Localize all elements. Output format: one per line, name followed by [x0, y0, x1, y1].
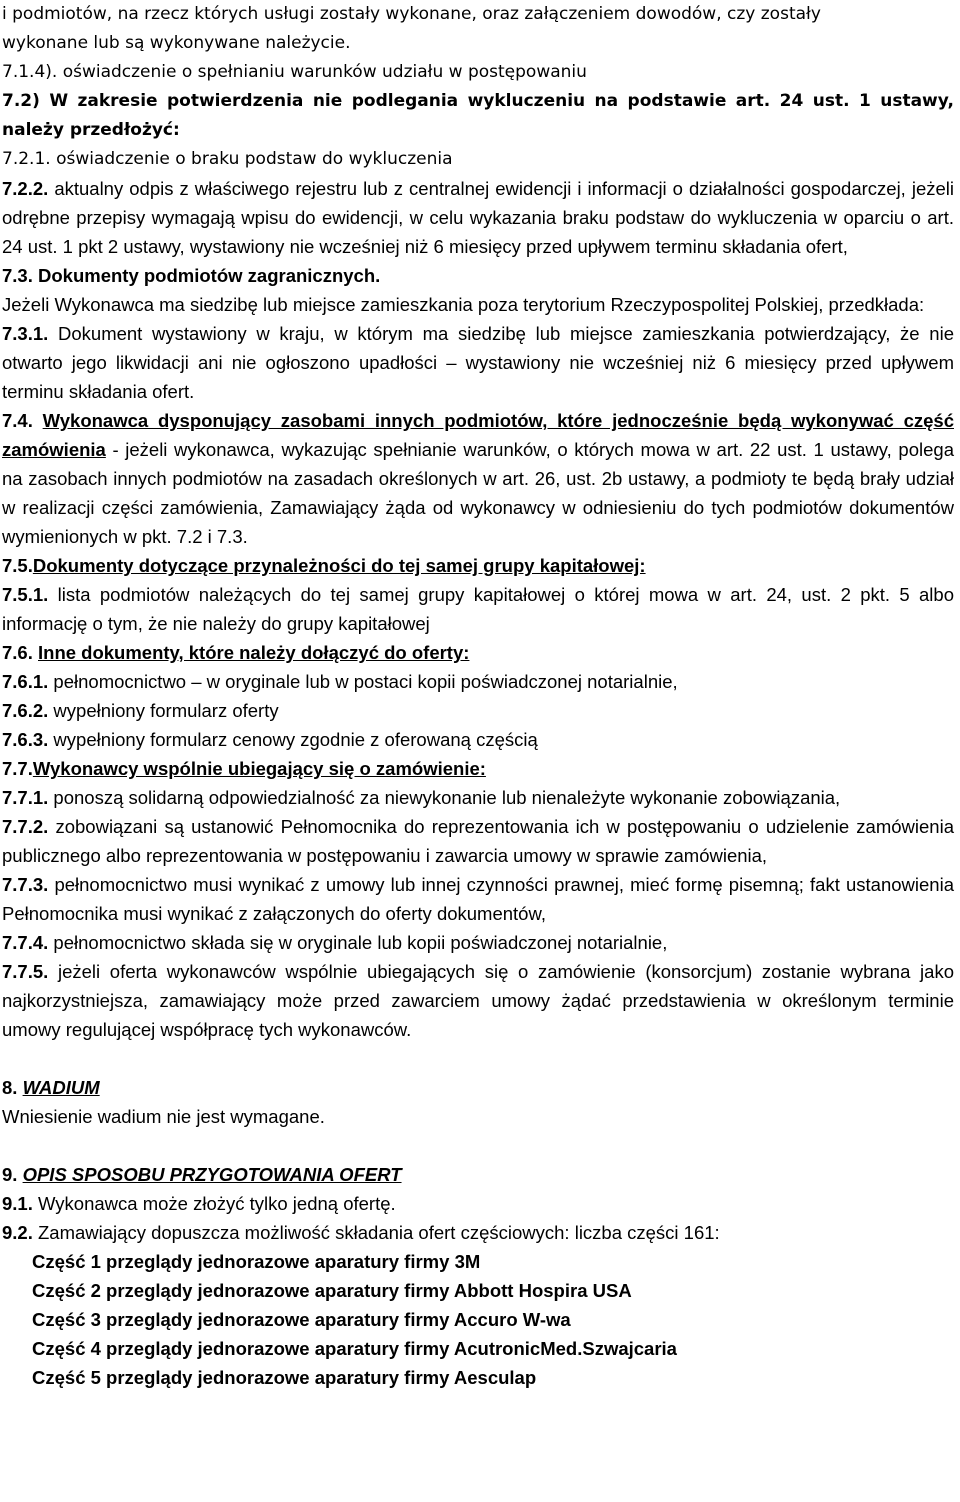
- text-line: i podmiotów, na rzecz których usługi zostały wykonane, oraz załączeniem dowodów, czy zostały: [2, 4, 821, 24]
- section-7-3-text: [2, 290, 954, 319]
- item-number: 7.7.3.: [2, 874, 49, 895]
- parts-list: [2, 1247, 954, 1392]
- paragraph-text: Jeżeli Wykonawca ma siedzibę lub miejsce zamieszkania poza terytorium Rzeczypospolitej Polskiej, przedkłada:: [2, 294, 925, 315]
- section-title: OPIS SPOSOBU PRZYGOTOWANIA OFERT: [22, 1164, 402, 1185]
- item-7-6-3: [2, 725, 954, 754]
- item-text: wypełniony formularz oferty: [48, 700, 279, 721]
- item-7-1-4: [2, 58, 954, 87]
- item-number: 7.7.: [2, 758, 33, 779]
- item-number: 9.1.: [2, 1193, 33, 1214]
- section-9-heading: [2, 1160, 954, 1189]
- item-7-2-1: [2, 145, 954, 174]
- item-number: 7.5.1.: [2, 584, 49, 605]
- item-text: zobowiązani są ustanowić Pełnomocnika do reprezentowania ich w postępowaniu o udzielenie zamówienia publicznego albo reprezentowania w postępowaniu i zawarcia umowy w sprawie zamówienia,: [2, 816, 954, 866]
- item-7-7-1: [2, 783, 954, 812]
- item-7-7-4: [2, 928, 954, 957]
- item-7-3-1: [2, 319, 954, 406]
- text-line: 7.2.1. oświadczenie o braku podstaw do wykluczenia: [2, 149, 453, 169]
- item-number: 7.7.2.: [2, 816, 49, 837]
- section-8-heading: [2, 1073, 954, 1102]
- item-text: - jeżeli wykonawca, wykazując spełnianie warunków, o których mowa w art. 22 ust. 1 ustawy, polega na zasobach innych podmiotów na zasadach określonych w art. 26, ust. 2b ustawy, a podmioty te będą brały udział w realizacji części zamówienia, Zamawiający żąda od wykonawcy w odniesieniu do tych podmiotów dokumentów wymienionych w pkt. 7.2 i 7.3.: [2, 439, 954, 547]
- item-7-5-1: [2, 580, 954, 638]
- item-text: pełnomocnictwo składa się w oryginale lub kopii poświadczonej notarialnie,: [48, 932, 668, 953]
- section-number: 9.: [2, 1164, 18, 1185]
- item-number: 7.6.2.: [2, 700, 49, 721]
- paragraph-continuation: [2, 0, 954, 58]
- item-9-1: [2, 1189, 954, 1218]
- item-7-6-1: [2, 667, 954, 696]
- item-number: 7.3.1.: [2, 323, 49, 344]
- item-text: ponoszą solidarną odpowiedzialność za niewykonanie lub nienależyte wykonanie zobowiązania,: [48, 787, 841, 808]
- item-7-7-3: [2, 870, 954, 928]
- item-number: 7.6.1.: [2, 671, 49, 692]
- list-item: Część 3 przeglądy jednorazowe aparatury firmy Accuro W-wa: [32, 1309, 571, 1330]
- item-text: pełnomocnictwo – w oryginale lub w postaci kopii poświadczonej notarialnie,: [48, 671, 678, 692]
- item-text: lista podmiotów należących do tej samej grupy kapitałowej o której mowa w art. 24, ust. 2 pkt. 5 albo informację o tym, że nie należy do grupy kapitałowej: [2, 584, 954, 634]
- text-line: wykonane lub są wykonywane należycie.: [2, 33, 351, 53]
- item-number: 7.6.: [2, 642, 33, 663]
- section-title: WADIUM: [22, 1077, 100, 1098]
- item-number: 7.7.4.: [2, 932, 49, 953]
- spacer: [2, 1131, 954, 1160]
- item-number: 7.6.3.: [2, 729, 49, 750]
- section-7-6-heading: [2, 638, 954, 667]
- section-7-3-heading: [2, 261, 954, 290]
- item-text: Wykonawca może złożyć tylko jedną ofertę.: [32, 1193, 396, 1214]
- heading-text: 7.3. Dokumenty podmiotów zagranicznych.: [2, 265, 381, 286]
- item-text: Dokument wystawiony w kraju, w którym ma siedzibę lub miejsce zamieszkania potwierdzający, że nie otwarto jego likwidacji ani nie ogłoszono upadłości – wystawiony nie wcześniej niż 6 miesięcy przed upływem terminu składania ofert.: [2, 323, 954, 402]
- section-8-text: [2, 1102, 954, 1131]
- section-7-4: [2, 406, 954, 551]
- section-7-2-heading: [2, 87, 954, 145]
- paragraph-text: Wniesienie wadium nie jest wymagane.: [2, 1106, 325, 1127]
- item-text: jeżeli oferta wykonawców wspólnie ubiegających się o zamówienie (konsorcjum) zostanie wybrana jako najkorzystniejsza, zamawiający może przed zawarciem umowy żądać przedstawienia w określonym terminie umowy regulującej współpracę tych wykonawców.: [2, 961, 954, 1040]
- section-7-5-heading: [2, 551, 954, 580]
- spacer: [2, 1044, 954, 1073]
- item-text: wypełniony formularz cenowy zgodnie z oferowaną częścią: [48, 729, 538, 750]
- item-number: 7.7.1.: [2, 787, 49, 808]
- text-line: 7.1.4). oświadczenie o spełnianiu warunków udziału w postępowaniu: [2, 62, 587, 82]
- item-number: 7.5.: [2, 555, 33, 576]
- section-7-7-heading: [2, 754, 954, 783]
- document-page: [2, 0, 954, 1392]
- section-title: Dokumenty dotyczące przynależności do tej samej grupy kapitałowej:: [32, 555, 646, 576]
- item-number: 7.7.5.: [2, 961, 49, 982]
- item-number: 7.2.2.: [2, 178, 49, 199]
- item-text: aktualny odpis z właściwego rejestru lub z centralnej ewidencji i informacji o działalności gospodarczej, jeżeli odrębne przepisy wymagają wpisu do ewidencji, w celu wykazania braku podstaw do wykluczenia w oparciu o art. 24 ust. 1 pkt 2 ustawy, wystawiony nie wcześniej niż 6 miesięcy przed upływem terminu składania ofert,: [2, 178, 954, 257]
- item-7-2-2: [2, 174, 954, 261]
- item-7-6-2: [2, 696, 954, 725]
- item-text: Zamawiający dopuszcza możliwość składania ofert częściowych: liczba części 161:: [32, 1222, 720, 1243]
- list-item: Część 2 przeglądy jednorazowe aparatury firmy Abbott Hospira USA: [32, 1280, 632, 1301]
- item-number: 7.4.: [2, 410, 33, 431]
- section-title: Wykonawcy wspólnie ubiegający się o zamówienie:: [32, 758, 486, 779]
- list-item: Część 5 przeglądy jednorazowe aparatury firmy Aesculap: [32, 1367, 537, 1388]
- item-text: pełnomocnictwo musi wynikać z umowy lub innej czynności prawnej, mieć formę pisemną; fakt ustanowienia Pełnomocnika musi wynikać z załączonych do oferty dokumentów,: [2, 874, 954, 924]
- list-item: Część 4 przeglądy jednorazowe aparatury firmy AcutronicMed.Szwajcaria: [32, 1338, 677, 1359]
- item-number: 9.2.: [2, 1222, 33, 1243]
- item-7-7-2: [2, 812, 954, 870]
- section-number: 8.: [2, 1077, 18, 1098]
- list-item: Część 1 przeglądy jednorazowe aparatury firmy 3M: [32, 1251, 481, 1272]
- section-title: Wykonawca dysponujący zasobami innych podmiotów, które jednocześnie będą wykonywać część zamówienia: [2, 410, 954, 460]
- item-9-2: [2, 1218, 954, 1247]
- item-7-7-5: [2, 957, 954, 1044]
- text-line: 7.2) W zakresie potwierdzenia nie podlegania wykluczeniu na podstawie art. 24 ust. 1 ustawy, należy przedłożyć:: [2, 91, 954, 140]
- section-title: Inne dokumenty, które należy dołączyć do oferty:: [38, 642, 470, 663]
